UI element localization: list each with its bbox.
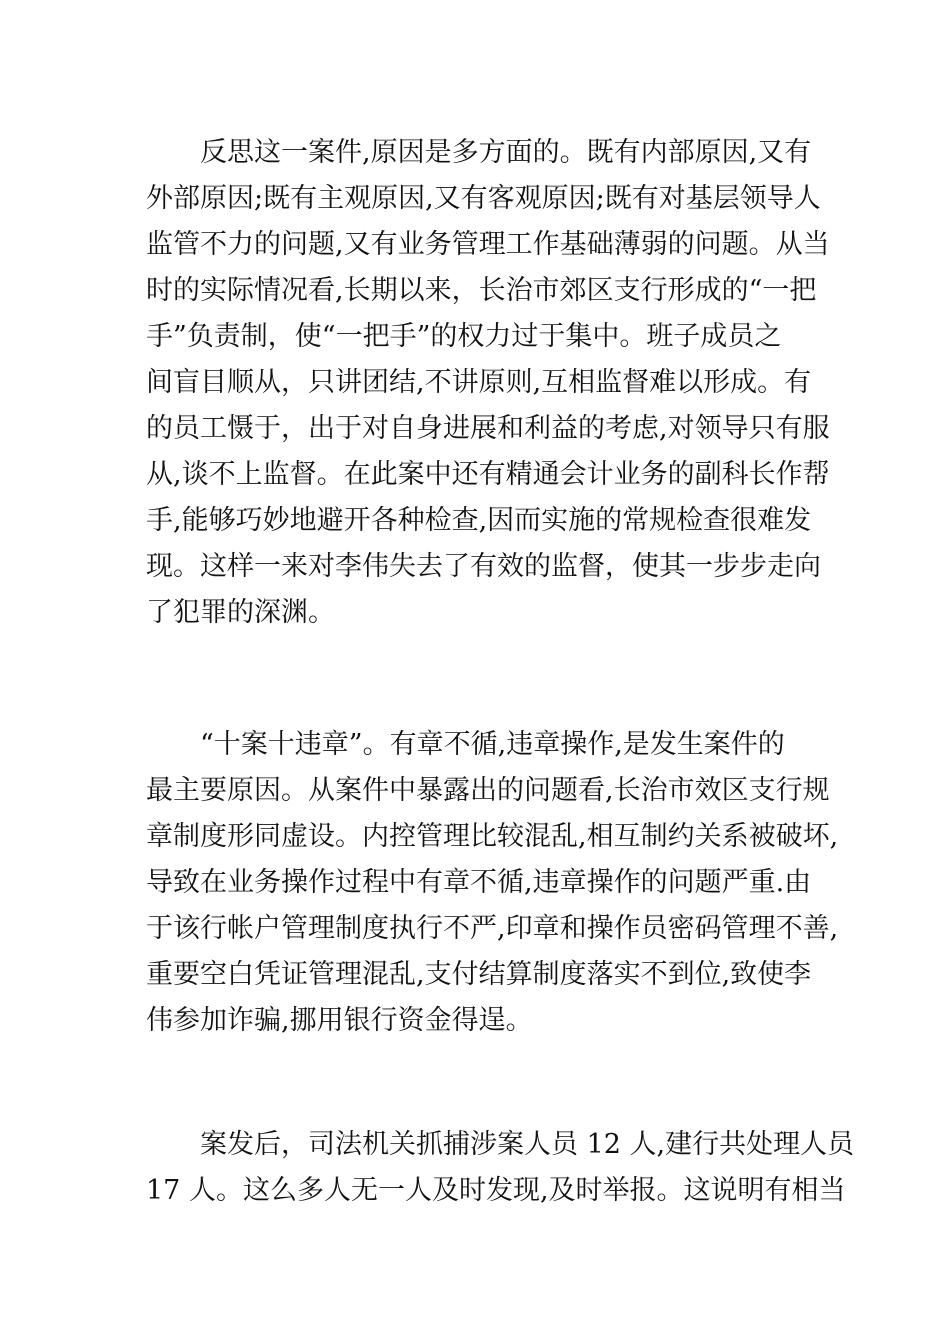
text-line: 导致在业务操作过程中有章不循,违章操作的问题严重.由 <box>146 867 812 898</box>
text-line: 章制度形同虚设。内控管理比较混乱,相互制约关系被破坏, <box>146 821 839 852</box>
text-line: 最主要原因。从案件中暴露出的问题看,长治市效区支行规 <box>146 775 830 806</box>
text-line: 于该行帐户管理制度执行不严,印章和操作员密码管理不善, <box>146 913 839 944</box>
text-line: 案发后，司法机关抓捕涉案人员 12 人,建行共处理人员 <box>200 1129 855 1160</box>
text-line: 的员工慑于，出于对自身进展和利益的考虑,对领导只有服 <box>146 413 830 444</box>
text-line: 手,能够巧妙地避开各种检查,因而实施的常规检查很难发 <box>146 505 812 536</box>
text-line: 重要空白凭证管理混乱,支付结算制度落实不到位,致使李 <box>146 959 812 990</box>
text-line: 外部原因;既有主观原因,又有客观原因;既有对基层领导人 <box>146 183 821 214</box>
text-line: 17 人。这么多人无一人及时发现,及时举报。这说明有相当 <box>146 1175 846 1206</box>
text-line: 时的实际情况看,长期以来，长治市郊区支行形成的“一把 <box>146 275 817 306</box>
text-line: 手”负责制，使“一把手”的权力过于集中。班子成员之 <box>146 321 782 352</box>
text-line: 从,谈不上监督。在此案中还有精通会计业务的副科长作帮 <box>146 459 830 490</box>
text-line: 反思这一案件,原因是多方面的。既有内部原因,又有 <box>200 137 812 168</box>
text-line: 间盲目顺从，只讲团结,不讲原则,互相监督难以形成。有 <box>146 367 812 398</box>
text-line: 现。这样一来对李伟失去了有效的监督，使其一步步走向 <box>146 551 821 582</box>
text-line: “十案十违章”。有章不循,违章操作,是发生案件的 <box>200 729 785 760</box>
text-line: 监管不力的问题,又有业务管理工作基础薄弱的问题。从当 <box>146 229 830 260</box>
text-line: 伟参加诈骗,挪用银行资金得逞。 <box>146 1005 533 1036</box>
text-line: 了犯罪的深渊。 <box>146 597 335 628</box>
